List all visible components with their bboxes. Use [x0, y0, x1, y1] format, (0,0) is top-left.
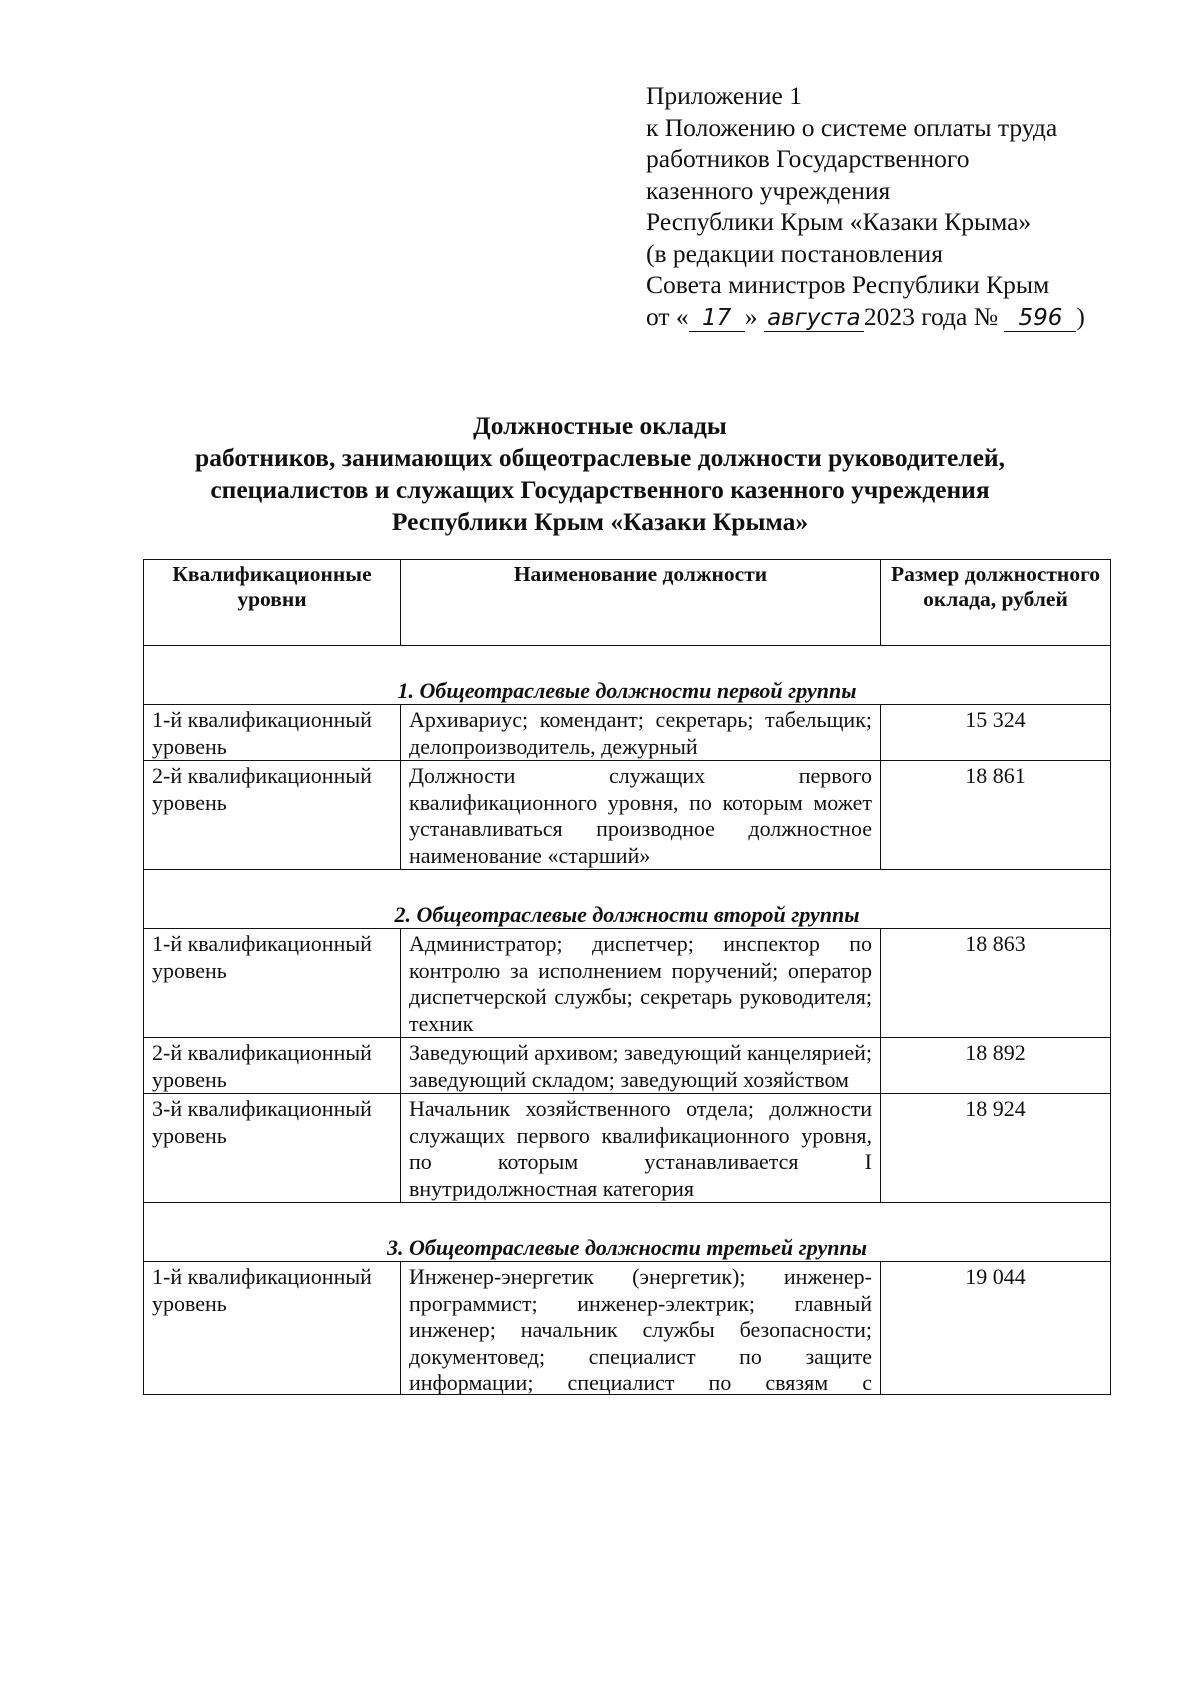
level-cell: 3-й квалификационный уровень: [144, 1094, 401, 1203]
group-row: [144, 870, 1111, 929]
level-cell: 2-й квалификационный уровень: [144, 1038, 401, 1094]
table-header-row: [144, 560, 1111, 646]
handwritten-month: августа: [764, 305, 864, 332]
group-row: [144, 1203, 1111, 1262]
group-title: 2. Общеотраслевые должности второй группы: [144, 870, 1111, 929]
title-line: специалистов и служащих Государственного казенного учреждения: [210, 475, 990, 504]
closing-paren: ): [1076, 301, 1085, 331]
title-line: Республики Крым «Казаки Крыма»: [391, 507, 809, 536]
salary-cell: 15 324: [881, 705, 1111, 761]
salary-cell: 18 924: [881, 1094, 1111, 1203]
handwritten-number: 596: [1004, 305, 1076, 332]
table-row: [144, 705, 1111, 761]
group-row: [144, 646, 1111, 705]
table-row: [144, 1262, 1111, 1395]
position-cell: Начальник хозяйственного отдела; должности служащих первого квалификационного уровня, по которым устанавливается I внутридолжностная категория: [401, 1094, 881, 1203]
table-row: [144, 1038, 1111, 1094]
salary-cell: 18 892: [881, 1038, 1111, 1094]
document-title: [0, 410, 1200, 538]
salary-cell: 18 861: [881, 761, 1111, 870]
annex-line: (в редакции постановления: [646, 238, 943, 268]
annex-line: Совета министров Республики Крым: [646, 270, 1050, 299]
position-cell: [401, 1262, 881, 1395]
level-cell: 1-й квалификационный уровень: [144, 705, 401, 761]
annex-line: Приложение 1: [646, 81, 802, 110]
table-row: [144, 1094, 1111, 1203]
date-prefix: от «: [646, 301, 689, 331]
annex-line: к Положению о системе оплаты труда: [646, 112, 1058, 142]
header-level: Квалификационные уровни: [144, 560, 401, 646]
position-cell: Должности служащих первого квалификационного уровня, по которым может устанавливаться производное должностное наименование «старший»: [401, 761, 881, 870]
annex-line: Республики Крым «Казаки Крыма»: [646, 207, 1032, 236]
salary-cell: 18 863: [881, 929, 1111, 1038]
table-row: [144, 761, 1111, 870]
position-cell: Администратор; диспетчер; инспектор по контролю за исполнением поручений; оператор диспетчерской службы; секретарь руководителя; техник: [401, 929, 881, 1038]
salary-table: [143, 559, 1111, 1395]
annex-line: казенного учреждения: [646, 175, 891, 205]
group-title: 1. Общеотраслевые должности первой группы: [144, 646, 1111, 705]
group-title: 3. Общеотраслевые должности третьей группы: [144, 1203, 1111, 1262]
level-text: 1-й квалификационный уровень: [152, 1264, 372, 1316]
salary-text: 19 044: [965, 1264, 1026, 1289]
handwritten-day: 17: [689, 305, 745, 332]
level-cell: [144, 1262, 401, 1395]
date-mid: »: [744, 301, 758, 331]
level-cell: 2-й квалификационный уровень: [144, 761, 401, 870]
position-cell: Архивариус; комендант; секретарь; табельщик; делопроизводитель, дежурный: [401, 705, 881, 761]
annex-line: работников Государственного: [646, 144, 970, 173]
position-cell: Заведующий архивом; заведующий канцелярией; заведующий складом; заведующий хозяйством: [401, 1038, 881, 1094]
title-line: работников, занимающих общеотраслевые должности руководителей,: [195, 443, 1005, 472]
header-salary: Размер должностного оклада, рублей: [881, 560, 1111, 646]
salary-cell: [881, 1262, 1111, 1395]
annex-block: [646, 80, 1166, 332]
level-cell: 1-й квалификационный уровень: [144, 929, 401, 1038]
header-position: Наименование должности: [401, 560, 881, 646]
date-year: 2023 года №: [863, 301, 999, 331]
position-text: Инженер-энергетик (энергетик); инженер-программист; инженер-электрик; главный инженер; начальник службы безопасности; документовед; специалист по защите информации; специалист по связям с: [409, 1264, 872, 1394]
table-row: [144, 929, 1111, 1038]
title-line: Должностные оклады: [473, 411, 727, 440]
annex-date-line: [646, 301, 1166, 333]
